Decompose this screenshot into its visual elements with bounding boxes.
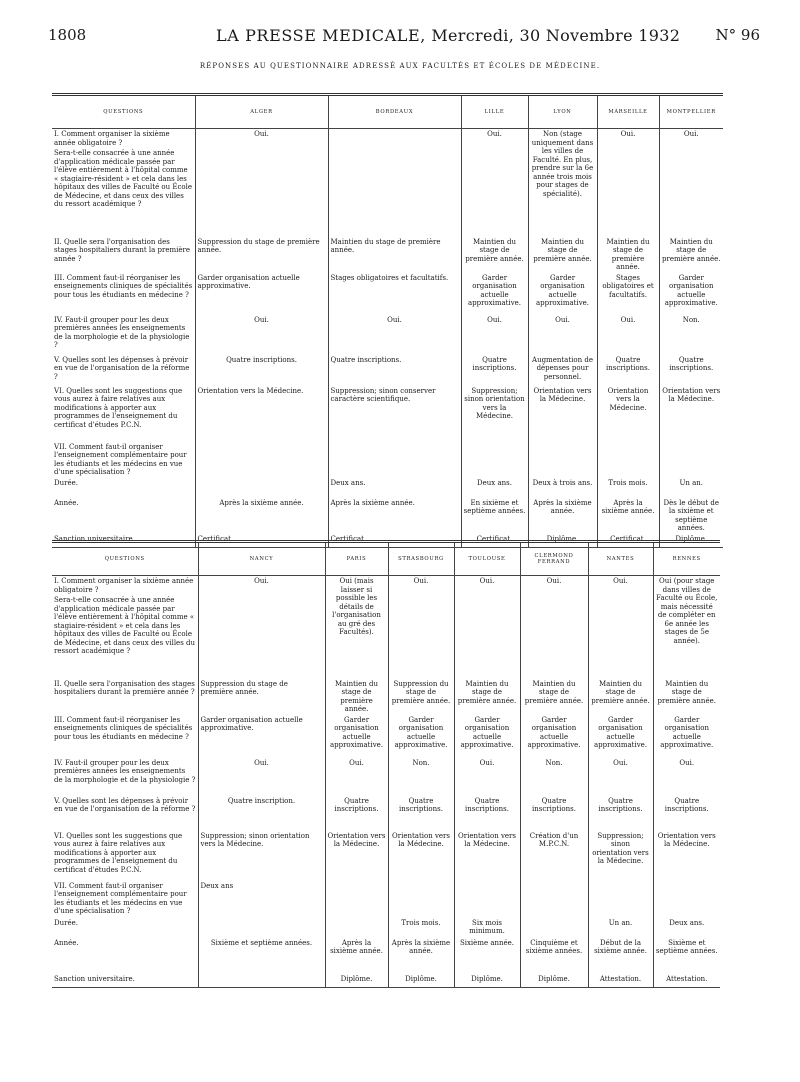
answer-cell: Stages obligatoires et facultatifs. [328, 273, 461, 315]
column-header: LILLE [461, 95, 528, 129]
answer-cell: Suppression; sinon conserver caractère scientifique. [328, 386, 461, 442]
column-header: ALGER [195, 95, 328, 129]
question-text: Durée. [54, 478, 78, 487]
answer-cell: Deux à trois ans. [528, 478, 597, 498]
answer-cell: Sixième et septième années. [198, 938, 325, 974]
answer-cell: Oui (mais laisser si possible les détails de l'organisation au gré des Facultés). [325, 576, 388, 679]
answer-cell: Oui. [325, 758, 388, 796]
answer-cell: Oui. [588, 576, 653, 679]
answer-cell: Six mois minimum. [454, 918, 520, 938]
answer-cell: Orientation vers la Médecine. [597, 386, 659, 442]
answer-cell: Maintien du stage de première année. [588, 679, 653, 715]
answer-cell: Oui. [328, 315, 461, 355]
answer-cell: Attestation. [588, 974, 653, 988]
answer-cell: Orientation vers la Médecine. [659, 386, 723, 442]
answer-cell: Début de la sixième année. [588, 938, 653, 974]
question-text: III. Comment faut-il réorganiser les enseignements cliniques de spécialités pour tous les étudiants en médecine ? [54, 273, 193, 299]
answer-cell: Quatre inscriptions. [461, 355, 528, 386]
answer-cell: Suppression; sinon orientation vers la Médecine. [461, 386, 528, 442]
answer-cell: Stages obligatoires et facultatifs. [597, 273, 659, 315]
answer-cell: Trois mois. [597, 478, 659, 498]
question-text: II. Quelle sera l'organisation des stages hospitaliers durant la première année ? [54, 679, 195, 697]
answer-cell: Un an. [588, 918, 653, 938]
answer-cell: Deux ans [198, 881, 325, 918]
question-cell [52, 129, 195, 237]
answer-cell: Deux ans. [461, 478, 528, 498]
answer-cell: Maintien du stage de première année. [325, 679, 388, 715]
issue-date: Mercredi, 30 Novembre 1932 [431, 26, 681, 45]
answer-cell: Oui. [454, 576, 520, 679]
question-text: Sanction universitaire. [54, 534, 135, 543]
answer-cell: Maintien du stage de première année. [659, 237, 723, 273]
question-cell [52, 237, 195, 273]
question-row-q2 [52, 679, 720, 715]
answer-cell: Garder organisation actuelle approximative. [461, 273, 528, 315]
responses-table-1 [52, 93, 723, 548]
question-text: VI. Quelles sont les suggestions que vous aurez à faire relatives aux modifications à apporter aux programmes de l'enseignement du certificat d'études P.C.N. [54, 386, 183, 429]
question-text: VI. Quelles sont les suggestions que vous aurez à faire relatives aux modifications à apporter aux programmes de l'enseignement du certificat d'études P.C.N. [54, 831, 183, 874]
answer-cell: Après la sixième année. [528, 498, 597, 534]
answer-cell: Garder organisation actuelle approximative. [454, 715, 520, 758]
question-text: Année. [54, 498, 79, 507]
answer-cell: Maintien du stage de première année. [520, 679, 588, 715]
answer-cell [325, 918, 388, 938]
column-header: PARIS [325, 542, 388, 576]
answer-cell: Oui. [454, 758, 520, 796]
answer-cell: Oui. [195, 315, 328, 355]
question-cell [52, 938, 198, 974]
answer-cell: Oui. [597, 315, 659, 355]
answer-cell [328, 442, 461, 478]
answer-cell: Oui. [659, 129, 723, 237]
question-cell [52, 576, 198, 679]
column-header: NANCY [198, 542, 325, 576]
question-cell [52, 758, 198, 796]
answer-cell [461, 442, 528, 478]
answer-cell: Oui (pour stage dans villes de Faculté ou École, mais nécessité de compléter en 6e année les stages de 5e année). [653, 576, 720, 679]
question-cell [52, 974, 198, 988]
table-caption: RÉPONSES AU QUESTIONNAIRE ADRESSÉ AUX FACULTÉS ET ÉCOLES DE MÉDECINE. [199, 62, 601, 70]
answer-cell: Suppression du stage de première année. [388, 679, 454, 715]
question-text: VII. Comment faut-il organiser l'enseignement complémentaire pour les étudiants et les médecins en vue d'une spécialisation ? [54, 442, 187, 477]
answer-cell: Non (stage uniquement dans les villes de Faculté. En plus, prendre sur la 6e année trois mois pour stages de spécialité). [528, 129, 597, 237]
question-cell [52, 831, 198, 881]
answer-cell: Oui. [388, 576, 454, 679]
answer-cell: Certificat. [195, 534, 328, 548]
issue-number: N° 96 [715, 26, 760, 44]
question-row-annee [52, 938, 720, 974]
answer-cell: Suppression du stage de première année. [198, 679, 325, 715]
question-row-q6 [52, 386, 723, 442]
answer-cell: Diplôme. [388, 974, 454, 988]
question-text: IV. Faut-il grouper pour les deux premières années les enseignements de la morphologie et de la physiologie ? [54, 315, 190, 350]
answer-cell: Trois mois. [388, 918, 454, 938]
answer-cell: Diplôme. [528, 534, 597, 548]
answer-cell [325, 881, 388, 918]
answer-cell: Orientation vers la Médecine. [388, 831, 454, 881]
answer-cell: Non. [520, 758, 588, 796]
answer-cell: Orientation vers la Médecine. [325, 831, 388, 881]
answer-cell: Garder organisation actuelle approximative. [325, 715, 388, 758]
question-text: Année. [54, 938, 79, 947]
column-header: LYON [528, 95, 597, 129]
answer-cell: Après la sixième année. [597, 498, 659, 534]
answer-cell: Oui. [588, 758, 653, 796]
question-row-q6 [52, 831, 720, 881]
column-header: STRASBOURG [388, 542, 454, 576]
question-cell [52, 386, 195, 442]
answer-cell: Garder organisation actuelle approximative. [198, 715, 325, 758]
answer-cell: Quatre inscriptions. [454, 796, 520, 831]
answer-cell [198, 918, 325, 938]
answer-cell [520, 881, 588, 918]
question-text: I. Comment organiser la sixième année obligatoire ? [54, 130, 170, 147]
answer-cell: Suppression du stage de première année. [195, 237, 328, 273]
answer-cell: Création d'un M.P.C.N. [520, 831, 588, 881]
question-row-q3 [52, 273, 723, 315]
answer-cell: Garder organisation actuelle approximative. [528, 273, 597, 315]
question-text: II. Quelle sera l'organisation des stages hospitaliers durant la première année ? [54, 237, 190, 263]
question-text: III. Comment faut-il réorganiser les enseignements cliniques de spécialités pour tous les étudiants en médecine ? [54, 715, 193, 741]
answer-cell: Sixième année. [454, 938, 520, 974]
responses-table-2 [52, 540, 720, 988]
running-title [216, 26, 680, 45]
question-cell [52, 442, 195, 478]
question-row-sanction [52, 974, 720, 988]
question-text: I. Comment organiser la sixième année obligatoire ? [54, 577, 194, 594]
answer-cell: Sixième et septième années. [653, 938, 720, 974]
answer-cell: Oui. [461, 129, 528, 237]
answer-cell: Après la sixième année. [388, 938, 454, 974]
answer-cell: Après la sixième année. [325, 938, 388, 974]
answer-cell: Quatre inscriptions. [520, 796, 588, 831]
answer-cell: Maintien du stage de première année. [454, 679, 520, 715]
answer-cell: En sixième et septième années. [461, 498, 528, 534]
answer-cell [195, 478, 328, 498]
answer-cell: Quatre inscriptions. [659, 355, 723, 386]
answer-cell [653, 881, 720, 918]
answer-cell: Orientation vers la Médecine. [195, 386, 328, 442]
answer-cell: Diplôme. [454, 974, 520, 988]
question-row-q1 [52, 129, 723, 237]
answer-cell: Oui. [198, 576, 325, 679]
answer-cell [588, 881, 653, 918]
question-cell [52, 918, 198, 938]
question-cell [52, 315, 195, 355]
question-row-q7 [52, 881, 720, 918]
question-row-q4 [52, 758, 720, 796]
question-row-q3 [52, 715, 720, 758]
answer-cell: Diplôme. [520, 974, 588, 988]
answer-cell: Orientation vers la Médecine. [528, 386, 597, 442]
answer-cell: Oui. [653, 758, 720, 796]
question-cell [52, 796, 198, 831]
question-cell [52, 478, 195, 498]
answer-cell: Deux ans. [653, 918, 720, 938]
answer-cell: Après la sixième année. [195, 498, 328, 534]
answer-cell [328, 129, 461, 237]
answer-cell: Deux ans. [328, 478, 461, 498]
answer-cell: Maintien du stage de première année. [461, 237, 528, 273]
question-text: Sanction universitaire. [54, 974, 135, 983]
answer-cell: Quatre inscriptions. [388, 796, 454, 831]
column-header-questions: QUESTIONS [52, 542, 198, 576]
question-row-duree [52, 918, 720, 938]
answer-cell: Garder organisation actuelle approximative. [588, 715, 653, 758]
column-header: RENNES [653, 542, 720, 576]
question-subtext: Sera-t-elle consacrée à une année d'application médicale passée par l'élève entièrement à l'hôpital comme « stagiaire-résident » et cela dans les hôpitaux des villes de Faculté ou École de Médecine, et dans ceux des villes du ressort académique ? [54, 149, 193, 209]
answer-cell [454, 881, 520, 918]
question-row-q2 [52, 237, 723, 273]
answer-cell: Suppression; sinon orientation vers la Médecine. [588, 831, 653, 881]
answer-cell: Suppression; sinon orientation vers la Médecine. [198, 831, 325, 881]
answer-cell: Oui. [597, 129, 659, 237]
question-row-q4 [52, 315, 723, 355]
answer-cell: Quatre inscriptions. [195, 355, 328, 386]
answer-cell: Certificat. [461, 534, 528, 548]
question-row-duree [52, 478, 723, 498]
question-cell [52, 715, 198, 758]
answer-cell: Quatre inscriptions. [597, 355, 659, 386]
answer-cell: Certificat. [597, 534, 659, 548]
answer-cell: Maintien du stage de première année. [328, 237, 461, 273]
answer-cell: Non. [659, 315, 723, 355]
answer-cell: Dès le début de la sixième et septième années. [659, 498, 723, 534]
column-header: NANTES [588, 542, 653, 576]
answer-cell: Oui. [528, 315, 597, 355]
column-header: BORDEAUX [328, 95, 461, 129]
question-cell [52, 881, 198, 918]
answer-cell: Quatre inscription. [198, 796, 325, 831]
question-row-q1 [52, 576, 720, 679]
column-header-questions: QUESTIONS [52, 95, 195, 129]
question-row-annee [52, 498, 723, 534]
answer-cell: Diplôme. [325, 974, 388, 988]
answer-cell: Orientation vers la Médecine. [653, 831, 720, 881]
answer-cell: Après la sixième année. [328, 498, 461, 534]
answer-cell: Oui. [520, 576, 588, 679]
column-header: TOULOUSE [454, 542, 520, 576]
column-header: MARSEILLE [597, 95, 659, 129]
answer-cell: Non. [388, 758, 454, 796]
question-cell [52, 679, 198, 715]
answer-cell: Diplôme. [659, 534, 723, 548]
answer-cell [597, 442, 659, 478]
answer-cell: Quatre inscriptions. [328, 355, 461, 386]
answer-cell: Garder organisation actuelle approximative. [520, 715, 588, 758]
answer-cell: Orientation vers la Médecine. [454, 831, 520, 881]
answer-cell [520, 918, 588, 938]
answer-cell [195, 442, 328, 478]
column-header: CLERMOND FERRAND [520, 542, 588, 576]
question-cell [52, 355, 195, 386]
column-header: MONTPELLIER [659, 95, 723, 129]
answer-cell: Certificat. [328, 534, 461, 548]
question-cell [52, 273, 195, 315]
answer-cell [198, 974, 325, 988]
answer-cell: Augmentation de dépenses pour personnel. [528, 355, 597, 386]
question-text: V. Quelles sont les dépenses à prévoir en vue de l'organisation de la réforme ? [54, 355, 190, 381]
answer-cell: Oui. [461, 315, 528, 355]
answer-cell: Oui. [195, 129, 328, 237]
answer-cell: Quatre inscriptions. [653, 796, 720, 831]
question-row-q7 [52, 442, 723, 478]
answer-cell: Garder organisation actuelle approximative. [195, 273, 328, 315]
question-text: V. Quelles sont les dépenses à prévoir en vue de l'organisation de la réforme ? [54, 796, 196, 814]
answer-cell: Attestation. [653, 974, 720, 988]
question-text: IV. Faut-il grouper pour les deux premières années les enseignements de la morphologie et de la physiologie ? [54, 758, 196, 784]
answer-cell: Oui. [198, 758, 325, 796]
page-number: 1808 [48, 26, 87, 44]
question-row-q5 [52, 355, 723, 386]
question-subtext: Sera-t-elle consacrée à une année d'application médicale passée par l'élève entièrement à l'hôpital comme « stagiaire-résident » et cela dans les hôpitaux des villes de Faculté ou École de Médecine, et dans ceux des villes du ressort académique ? [54, 596, 196, 656]
answer-cell: Garder organisation actuelle approximative. [653, 715, 720, 758]
answer-cell: Un an. [659, 478, 723, 498]
answer-cell [528, 442, 597, 478]
answer-cell: Quatre inscriptions. [325, 796, 388, 831]
answer-cell: Maintien du stage de première année. [653, 679, 720, 715]
answer-cell: Garder organisation actuelle approximative. [659, 273, 723, 315]
answer-cell: Garder organisation actuelle approximative. [388, 715, 454, 758]
answer-cell [388, 881, 454, 918]
question-text: Durée. [54, 918, 78, 927]
question-row-q5 [52, 796, 720, 831]
answer-cell: Maintien du stage de première année. [597, 237, 659, 273]
answer-cell: Cinquième et sixième années. [520, 938, 588, 974]
question-text: VII. Comment faut-il organiser l'enseignement complémentaire pour les étudiants et les médecins en vue d'une spécialisation ? [54, 881, 187, 916]
answer-cell: Maintien du stage de première année. [528, 237, 597, 273]
answer-cell: Quatre inscriptions. [588, 796, 653, 831]
question-cell [52, 498, 195, 534]
answer-cell [659, 442, 723, 478]
page-header [48, 26, 760, 50]
journal-name: LA PRESSE MEDICALE, [216, 26, 426, 45]
